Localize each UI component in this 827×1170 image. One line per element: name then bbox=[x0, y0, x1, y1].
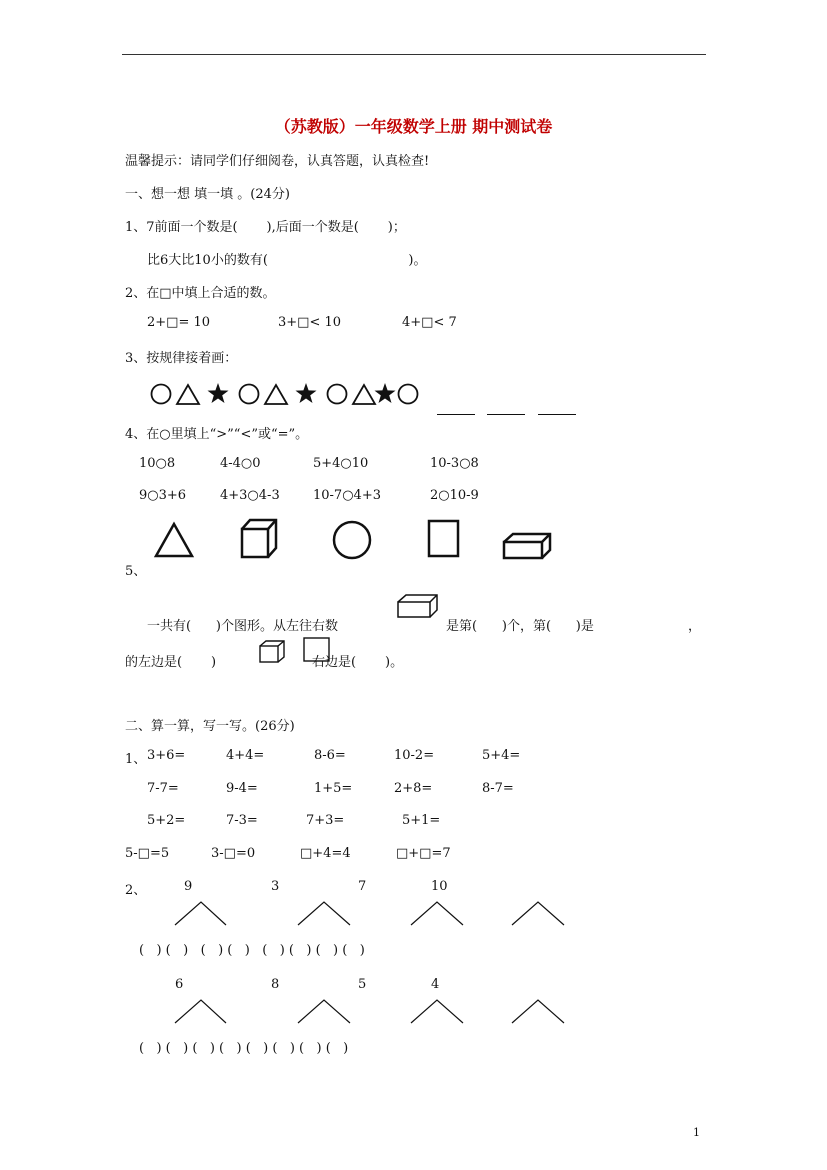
circle-shape bbox=[399, 385, 418, 404]
calc-item: 3+6= bbox=[147, 748, 186, 763]
q1-line1: 1、7前面一个数是( ),后面一个数是( )； bbox=[125, 220, 406, 235]
answer-blank[interactable] bbox=[487, 414, 525, 415]
q2-item: 3+□< 10 bbox=[278, 315, 342, 330]
circle-shape bbox=[328, 385, 347, 404]
compare-item: 10○8 bbox=[139, 456, 176, 471]
tree-top-number: 10 bbox=[431, 879, 448, 894]
cuboid-inline-icon bbox=[397, 593, 439, 619]
cube-inline-icon bbox=[259, 640, 289, 664]
calc-item: 4+4= bbox=[226, 748, 265, 763]
header-rule bbox=[122, 54, 706, 55]
circle-shape bbox=[240, 385, 259, 404]
star-shape bbox=[375, 383, 396, 403]
calc-item: 5+4= bbox=[482, 748, 521, 763]
circle-shape bbox=[334, 522, 370, 558]
section1-heading: 一、想一想 填一填 。(24分) bbox=[125, 187, 290, 202]
q1-line2: 比6大比10小的数有( )。 bbox=[147, 253, 427, 268]
compare-item: 5+4○10 bbox=[313, 456, 369, 471]
tree-answer-parens: ( ) ( ) ( ) ( ) ( ) ( ) ( ) ( ) bbox=[139, 943, 365, 958]
compare-item: 4-4○0 bbox=[220, 456, 261, 471]
calc-item: 1+5= bbox=[314, 781, 353, 796]
tree-top-number: 8 bbox=[271, 977, 280, 992]
calc-item: 10-2= bbox=[394, 748, 435, 763]
pattern-shapes bbox=[150, 382, 420, 408]
tree-top-number: 9 bbox=[184, 879, 193, 894]
tree-top-number: 3 bbox=[271, 879, 280, 894]
calc-item: 5+2= bbox=[147, 813, 186, 828]
calc-item: 8-6= bbox=[314, 748, 346, 763]
calc-item: 5+1= bbox=[402, 813, 441, 828]
triangle-shape bbox=[156, 524, 192, 556]
star-shape bbox=[296, 383, 317, 403]
compare-item: 9○3+6 bbox=[139, 488, 187, 503]
triangle-shape bbox=[177, 385, 199, 404]
q5-number: 5、 bbox=[125, 564, 147, 579]
rectangle-shape bbox=[429, 521, 458, 556]
compare-item: 10-3○8 bbox=[430, 456, 479, 471]
calc-item: 2+8= bbox=[394, 781, 433, 796]
compare-item: 10-7○4+3 bbox=[313, 488, 381, 503]
answer-blank[interactable] bbox=[437, 414, 475, 415]
circle-shape bbox=[152, 385, 171, 404]
split-lines-row2 bbox=[170, 998, 570, 1026]
page-title: （苏教版）一年级数学上册 期中测试卷 bbox=[274, 117, 553, 136]
tree-top-number: 7 bbox=[358, 879, 367, 894]
calc-item: □+□=7 bbox=[396, 846, 451, 861]
triangle-shape bbox=[353, 385, 375, 404]
compare-item: 4+3○4-3 bbox=[220, 488, 280, 503]
calc-item: 7-7= bbox=[147, 781, 179, 796]
page-number: 1 bbox=[693, 1126, 700, 1139]
split-lines-row1 bbox=[170, 900, 570, 928]
q5-comma: ， bbox=[688, 619, 702, 634]
calc-item: 9-4= bbox=[226, 781, 258, 796]
calc-row-label: 1、 bbox=[125, 752, 147, 767]
tree-top-number: 5 bbox=[358, 977, 367, 992]
calc-item: 3-□=0 bbox=[211, 846, 256, 861]
q2-item: 2+□= 10 bbox=[147, 315, 211, 330]
tip-text: 温馨提示：请同学们仔细阅卷，认真答题，认真检查! bbox=[125, 154, 430, 169]
star-shape bbox=[208, 383, 229, 403]
calc-item: 5-□=5 bbox=[125, 846, 170, 861]
tree-top-number: 6 bbox=[175, 977, 184, 992]
calc-item: 8-7= bbox=[482, 781, 514, 796]
answer-blank[interactable] bbox=[538, 414, 576, 415]
section2-heading: 二、算一算，写一写。(26分) bbox=[125, 719, 295, 734]
q5-text: 的左边是( ) bbox=[125, 655, 217, 670]
calc-item: 7-3= bbox=[226, 813, 258, 828]
cuboid-shape bbox=[504, 534, 550, 558]
q5-text: 右边是( )。 bbox=[312, 655, 404, 670]
cube-shape bbox=[242, 520, 276, 557]
tree-answer-parens: ( ) ( ) ( ) ( ) ( ) ( ) ( ) ( ) bbox=[139, 1041, 349, 1056]
q5-text: 是第( )个，第( )是 bbox=[446, 619, 594, 634]
q2-text: 2、在□中填上合适的数。 bbox=[125, 286, 276, 301]
q3-text: 3、按规律接着画： bbox=[125, 351, 238, 366]
q2-label: 2、 bbox=[125, 883, 147, 898]
q5-shapes bbox=[150, 515, 555, 563]
calc-item: 7+3= bbox=[306, 813, 345, 828]
calc-item: □+4=4 bbox=[300, 846, 351, 861]
q5-text: 一共有( )个图形。从左往右数 bbox=[147, 619, 338, 634]
q2-item: 4+□< 7 bbox=[402, 315, 457, 330]
triangle-shape bbox=[265, 385, 287, 404]
q4-text: 4、在○里填上“>”“<”或“=”。 bbox=[125, 427, 309, 442]
tree-top-number: 4 bbox=[431, 977, 440, 992]
compare-item: 2○10-9 bbox=[430, 488, 479, 503]
